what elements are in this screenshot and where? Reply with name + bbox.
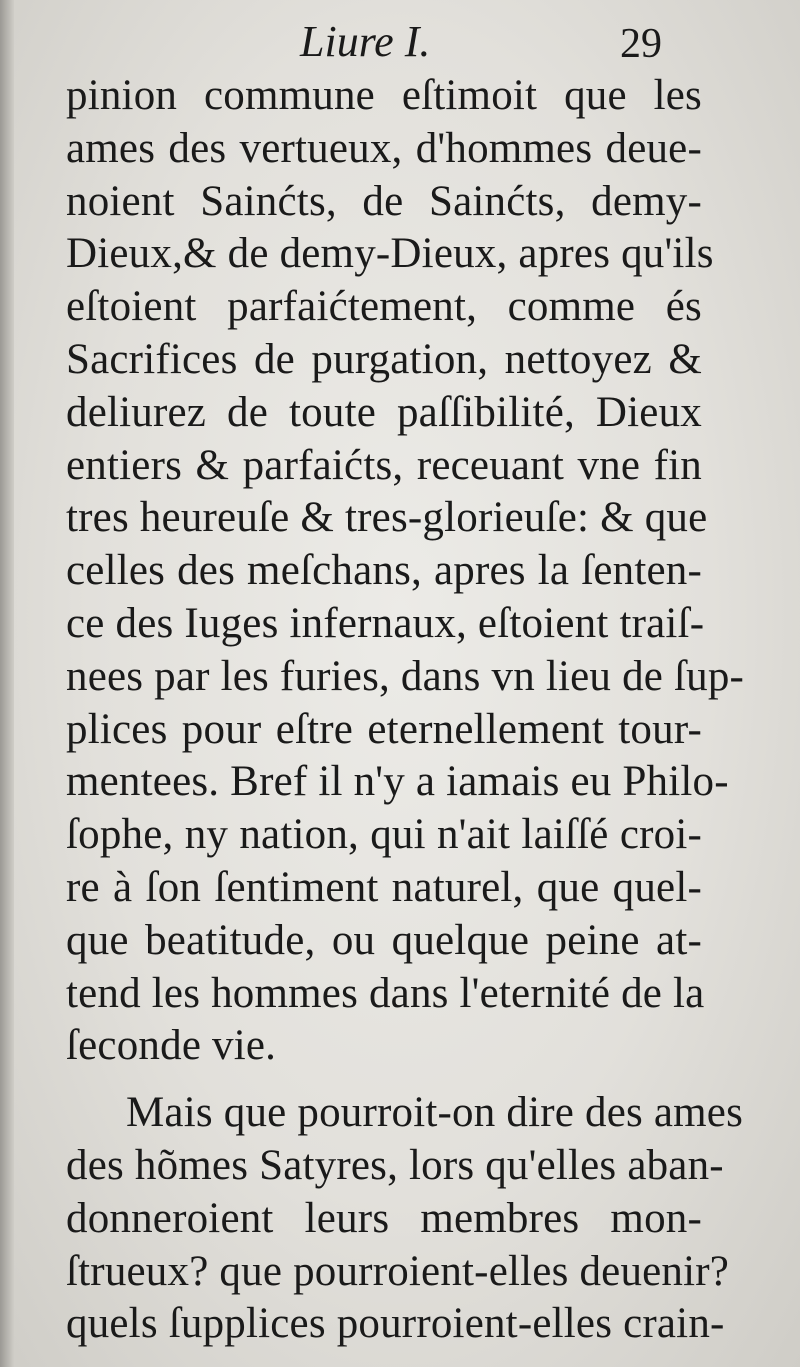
text-line: deliurez de toute paſſibilité, Dieux — [66, 388, 702, 436]
text-line: mentees. Bref il n'y a iamais eu Philo- — [66, 758, 729, 806]
text-line: plices pour eſtre eternellement tour- — [66, 705, 702, 753]
text-line: ſeconde vie. — [66, 1022, 277, 1070]
text-line: entiers & parfaićts, receuant vne fin — [66, 441, 702, 489]
text-line: nees par les furies, dans vn lieu de ſup- — [66, 652, 745, 700]
body-text — [66, 70, 745, 1351]
running-head — [0, 14, 800, 74]
text-line: tend les hommes dans l'eternité de la — [66, 969, 705, 1017]
text-line: Sacrifices de purgation, nettoyez & — [66, 335, 702, 383]
page-edge-shadow — [0, 0, 14, 1367]
text-line: pinion commune eſtimoit que les — [66, 72, 702, 119]
page-number: 29 — [620, 21, 662, 67]
text-line: eſtoient parfaićtement, comme és — [66, 283, 702, 331]
text-line: Mais que pourroit-on dire des ames — [126, 1089, 744, 1137]
running-title: Liure I. — [300, 17, 431, 66]
text-line: re à ſon ſentiment naturel, que quel- — [66, 863, 702, 911]
text-line: des hõmes Satyres, lors qu'elles aban- — [66, 1141, 724, 1189]
text-line: noient Sainćts, de Sainćts, demy- — [66, 177, 702, 225]
text-line: que beatitude, ou quelque peine at- — [66, 916, 702, 964]
paragraph-2 — [66, 1087, 744, 1351]
text-line: tres heureuſe & tres-glorieuſe: & que — [66, 494, 708, 542]
text-line: quels ſupplices pourroient-elles crain- — [66, 1300, 725, 1348]
text-line: ſtrueux? que pourroient-elles deuenir? — [66, 1247, 730, 1295]
paragraph-1 — [66, 70, 745, 1073]
text-line: ſophe, ny nation, qui n'ait laiſſé croi- — [66, 811, 702, 859]
text-line: ce des Iuges infernaux, eſtoient traiſ- — [66, 599, 705, 647]
text-line: celles des meſchans, apres la ſenten- — [66, 547, 702, 595]
text-line: donneroient leurs membres mon- — [66, 1194, 702, 1242]
paragraph-gap — [66, 1073, 702, 1087]
text-line: ames des vertueux, d'hommes deue- — [66, 124, 702, 172]
text-line: Dieux,& de demy-Dieux, apres qu'ils — [66, 230, 714, 278]
